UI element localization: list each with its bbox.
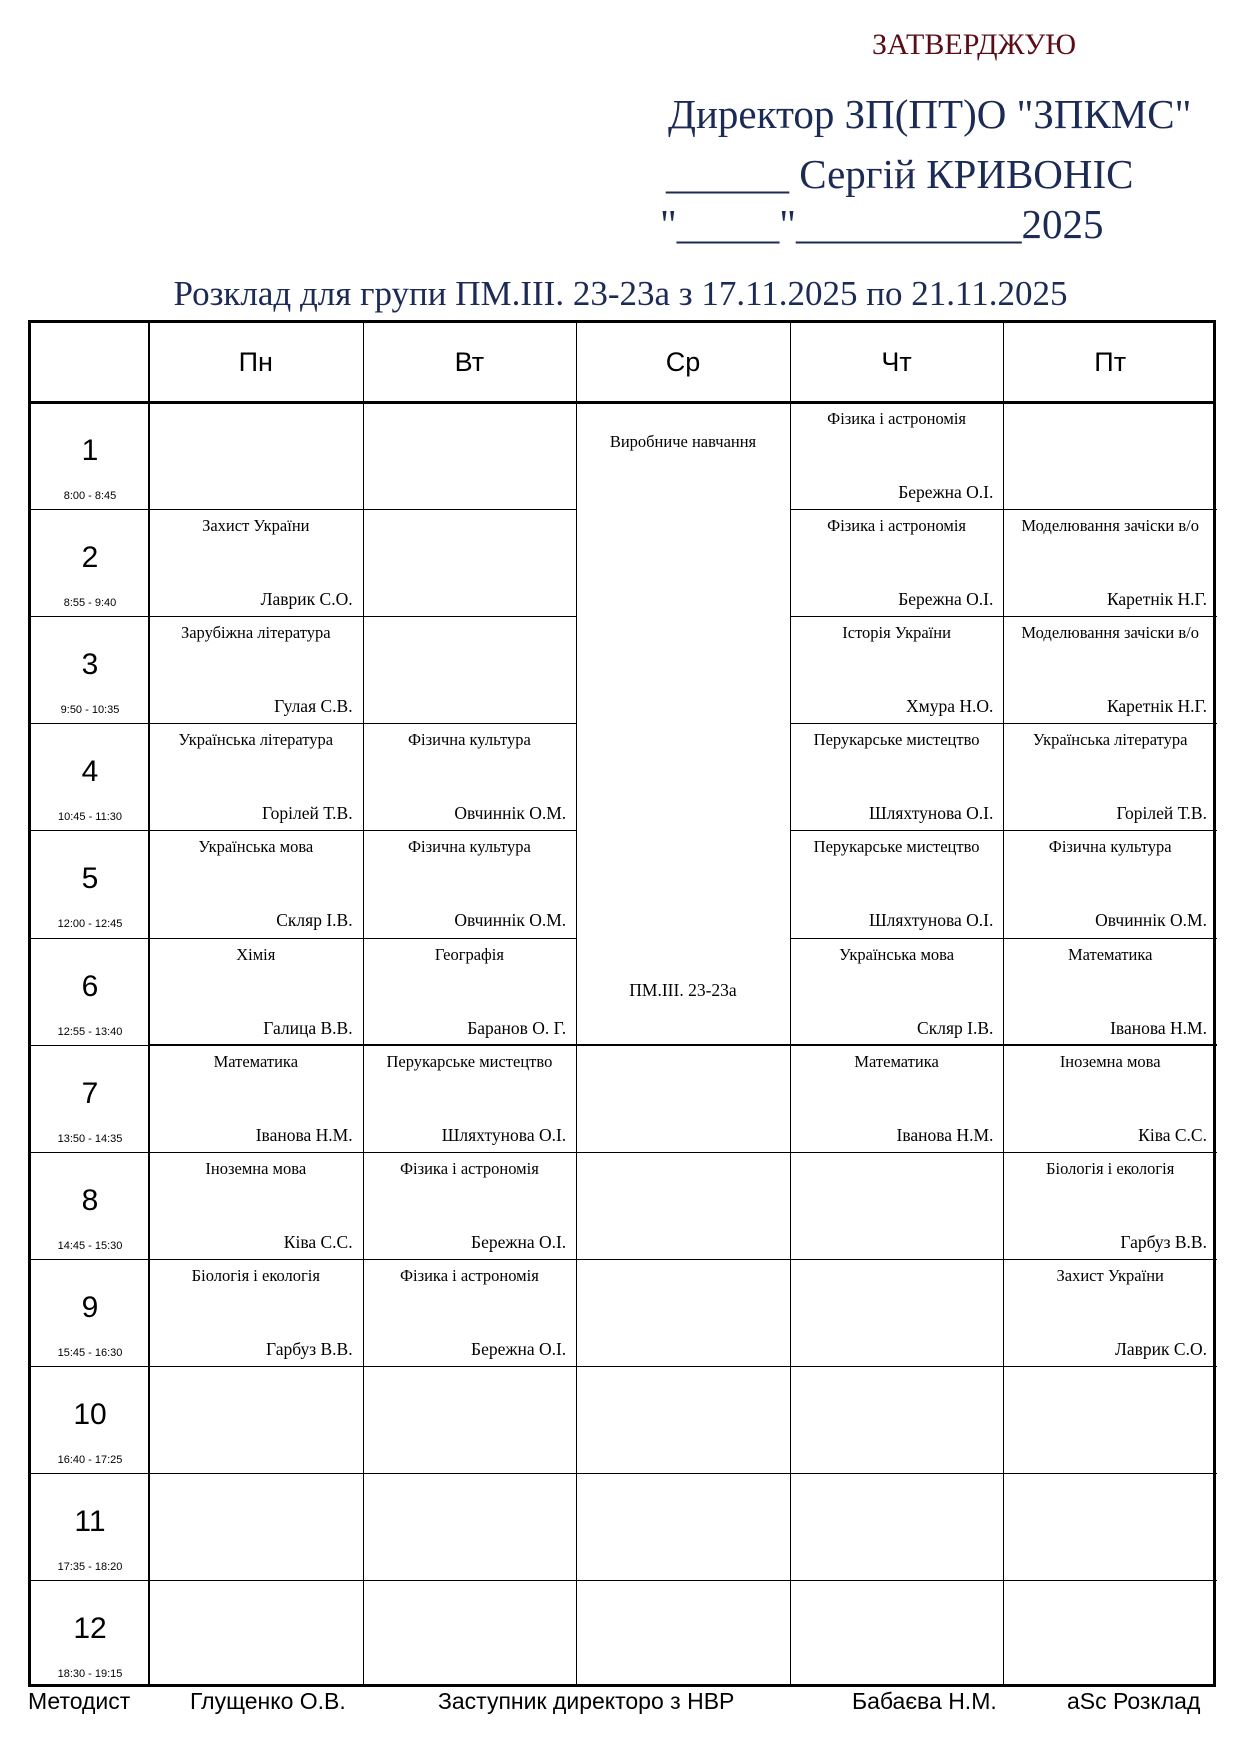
period-number: 2 <box>81 541 99 575</box>
lesson-teacher: Хмура Н.О. <box>906 696 994 717</box>
row-divider <box>363 1473 577 1474</box>
period-row-divider <box>31 1366 149 1367</box>
lesson-subject: Українська мова <box>839 944 955 964</box>
lesson-cell <box>363 1045 577 1152</box>
period-time: 10:45 - 11:30 <box>57 811 122 824</box>
lesson-cell <box>790 723 1004 830</box>
period-time: 9:50 - 10:35 <box>60 704 120 717</box>
period-time: 16:40 - 17:25 <box>57 1453 123 1466</box>
lesson-subject: Історія України <box>842 623 951 643</box>
lesson-cell <box>149 938 363 1045</box>
lesson-subject: Захист України <box>202 516 310 536</box>
lesson-cell <box>363 1152 577 1259</box>
lesson-cell <box>149 1259 363 1366</box>
row-divider <box>1003 1473 1217 1474</box>
lesson-subject: Іноземна мова <box>1059 1051 1161 1071</box>
merged-lesson-block <box>576 402 790 1045</box>
lesson-teacher: Гулая С.В. <box>274 696 353 717</box>
day-header: Чт <box>881 347 912 377</box>
row-divider <box>790 1259 1004 1260</box>
row-divider <box>790 1580 1004 1581</box>
lesson-teacher: Овчиннік О.М. <box>454 910 567 931</box>
lesson-cell <box>1003 1045 1217 1152</box>
lesson-cell <box>149 509 363 616</box>
lesson-subject: Перукарське мистецтво <box>813 730 980 750</box>
lesson-teacher: Гарбуз В.В. <box>266 1338 353 1359</box>
period-row-divider <box>31 1259 149 1260</box>
period-number: 12 <box>73 1612 107 1646</box>
footer-software: aSc Розклад <box>1067 1688 1201 1714</box>
lesson-subject: Фізична культура <box>1048 837 1172 857</box>
schedule-title: Розклад для групи ПМ.ІІІ. 23-23а з 17.11.2025 по 21.11.2025 <box>173 274 1068 313</box>
lesson-subject: Математика <box>1067 944 1153 964</box>
period-number: 7 <box>81 1076 99 1110</box>
lesson-teacher: Горілей Т.В. <box>262 803 353 824</box>
footer-methodist-name: Глущенко О.В. <box>190 1688 346 1714</box>
day-header: Вт <box>454 347 485 377</box>
period-number: 8 <box>81 1183 99 1217</box>
row-divider <box>576 1580 790 1581</box>
footer-deputy-name: Бабаєва Н.М. <box>852 1688 997 1714</box>
row-divider <box>1003 1366 1217 1367</box>
lesson-teacher: Лаврик С.О. <box>260 589 353 610</box>
lesson-teacher: Шляхтунова О.І. <box>868 910 994 931</box>
lesson-cell <box>363 723 577 830</box>
period-number: 11 <box>74 1505 106 1538</box>
row-divider <box>363 1580 577 1581</box>
row-divider <box>576 1152 790 1153</box>
lesson-teacher: Горілей Т.В. <box>1116 803 1207 824</box>
period-row-divider <box>31 1152 149 1153</box>
period-time: 18:30 - 19:15 <box>57 1668 123 1681</box>
row-divider <box>790 1152 1004 1153</box>
period-time: 17:35 - 18:20 <box>57 1561 123 1573</box>
approval-title: ЗАТВЕРДЖУЮ <box>872 28 1077 61</box>
lesson-subject: Географія <box>434 944 504 964</box>
lesson-teacher: Каретнік Н.Г. <box>1106 696 1207 717</box>
lesson-teacher: Скляр І.В. <box>276 910 353 931</box>
period-number: 10 <box>73 1397 107 1431</box>
lesson-cell <box>1003 616 1217 723</box>
lesson-subject: Іноземна мова <box>205 1158 307 1178</box>
lesson-cell <box>1003 723 1217 830</box>
lesson-cell <box>363 1259 577 1366</box>
period-row-divider <box>31 1473 149 1474</box>
lesson-teacher: Іванова Н.М. <box>1110 1017 1207 1038</box>
row-divider <box>149 1580 363 1581</box>
lesson-teacher: Бережна О.І. <box>898 482 994 503</box>
period-number: 9 <box>81 1290 99 1324</box>
lesson-teacher: Бережна О.І. <box>898 589 994 610</box>
lesson-subject: Фізика і астрономія <box>827 409 967 428</box>
row-divider <box>790 1473 1004 1474</box>
director-signature: ______ Сергій КРИВОНІС <box>666 151 1134 197</box>
lesson-teacher: Іванова Н.М. <box>896 1124 994 1145</box>
period-number: 5 <box>81 862 99 896</box>
lesson-cell <box>149 1152 363 1259</box>
lesson-cell <box>363 938 577 1045</box>
lesson-subject: Математика <box>213 1051 299 1071</box>
lesson-cell <box>790 509 1004 616</box>
lesson-teacher: Овчиннік О.М. <box>1095 910 1207 931</box>
row-divider <box>790 1366 1004 1367</box>
lesson-subject: Біологія і екологія <box>1046 1158 1175 1178</box>
lesson-cell <box>790 938 1004 1045</box>
lesson-subject: Математика <box>854 1051 939 1071</box>
period-row-divider <box>31 616 149 617</box>
period-row-divider <box>31 1580 149 1581</box>
period-number: 6 <box>81 969 99 1003</box>
day-header: Пт <box>1094 347 1127 377</box>
period-time: 8:00 - 8:45 <box>63 490 117 502</box>
footer-deputy-label: Заступник директоро з НВР <box>438 1688 735 1714</box>
lesson-subject: Фізична культура <box>407 730 531 750</box>
lesson-subject: Українська мова <box>198 837 314 857</box>
lesson-cell <box>149 723 363 830</box>
day-header: Ср <box>665 347 701 377</box>
lesson-subject: Біологія і екологія <box>191 1265 320 1285</box>
lesson-teacher: Іванова Н.М. <box>255 1124 353 1145</box>
merged-lesson-group: ПМ.ІІІ. 23-23а <box>629 979 737 1000</box>
lesson-cell <box>790 616 1004 723</box>
lesson-cell <box>1003 1152 1217 1259</box>
lesson-subject: Перукарське мистецтво <box>813 837 980 857</box>
period-number: 3 <box>81 648 99 682</box>
row-divider <box>576 1366 790 1367</box>
lesson-teacher: Шляхтунова О.І. <box>868 803 994 824</box>
lesson-subject: Хімія <box>236 944 276 964</box>
period-time: 12:00 - 12:45 <box>57 918 123 931</box>
lesson-teacher: Баранов О. Г. <box>467 1017 567 1038</box>
lesson-cell <box>790 1045 1004 1152</box>
period-row-divider <box>31 723 149 724</box>
lesson-teacher: Скляр І.В. <box>917 1017 994 1038</box>
lesson-teacher: Галица В.В. <box>263 1017 353 1038</box>
lesson-subject: Фізика і астрономія <box>827 516 967 536</box>
lesson-cell <box>149 830 363 937</box>
period-row-divider <box>31 830 149 831</box>
period-row-divider <box>31 938 149 939</box>
lesson-cell <box>149 1045 363 1152</box>
lesson-subject: Українська література <box>178 730 334 750</box>
lesson-subject: Фізична культура <box>407 837 531 857</box>
lesson-teacher: Овчиннік О.М. <box>454 803 567 824</box>
lesson-subject: Перукарське мистецтво <box>386 1051 553 1071</box>
lesson-subject: Захист України <box>1056 1265 1164 1285</box>
lesson-teacher: Каретнік Н.Г. <box>1106 589 1207 610</box>
lesson-teacher: Бережна О.І. <box>471 1231 567 1252</box>
period-time: 8:55 - 9:40 <box>63 597 117 610</box>
footer-methodist-label: Методист <box>28 1688 131 1714</box>
merged-lesson-subject: Виробниче навчання <box>609 432 757 451</box>
lesson-cell <box>1003 509 1217 616</box>
row-divider <box>363 1366 577 1367</box>
lesson-teacher: Ківа С.С. <box>1138 1124 1207 1145</box>
lesson-teacher: Гарбуз В.В. <box>1120 1231 1207 1252</box>
lesson-subject: Українська література <box>1032 730 1188 750</box>
day-header: Пн <box>238 347 273 377</box>
lesson-subject: Фізика і астрономія <box>399 1265 539 1285</box>
period-time: 12:55 - 13:40 <box>57 1025 123 1038</box>
period-time: 15:45 - 16:30 <box>57 1346 123 1359</box>
period-row-divider <box>31 509 149 510</box>
row-divider <box>576 1473 790 1474</box>
lesson-cell <box>1003 830 1217 937</box>
lesson-cell <box>790 830 1004 937</box>
approval-date: "_____"___________2025 <box>660 201 1104 247</box>
period-time: 14:45 - 15:30 <box>57 1239 123 1252</box>
row-divider <box>149 1473 363 1474</box>
lesson-subject: Моделювання зачіски в/о <box>1021 623 1199 643</box>
row-divider <box>576 1259 790 1260</box>
lesson-subject: Моделювання зачіски в/о <box>1021 516 1199 536</box>
lesson-teacher: Ківа С.С. <box>283 1231 353 1252</box>
row-divider <box>363 509 577 510</box>
timetable-grid <box>28 320 1216 1687</box>
period-number: 1 <box>81 434 99 467</box>
row-divider <box>149 1366 363 1367</box>
row-divider <box>363 616 577 617</box>
period-row-divider <box>31 1045 149 1046</box>
lesson-subject: Зарубіжна література <box>180 623 331 643</box>
lesson-cell <box>149 616 363 723</box>
row-divider <box>1003 1580 1217 1581</box>
director-position: Директор ЗП(ПТ)О "ЗПКМС" <box>668 91 1192 137</box>
lesson-cell <box>1003 938 1217 1045</box>
lesson-teacher: Бережна О.І. <box>471 1338 567 1359</box>
period-time: 13:50 - 14:35 <box>57 1132 123 1145</box>
lesson-subject: Фізика і астрономія <box>399 1158 539 1178</box>
lesson-cell <box>363 830 577 937</box>
lesson-cell <box>1003 1259 1217 1366</box>
period-number: 4 <box>81 755 99 789</box>
lesson-cell <box>790 402 1004 509</box>
lesson-teacher: Лаврик С.О. <box>1115 1338 1207 1359</box>
lesson-teacher: Шляхтунова О.І. <box>441 1124 567 1145</box>
